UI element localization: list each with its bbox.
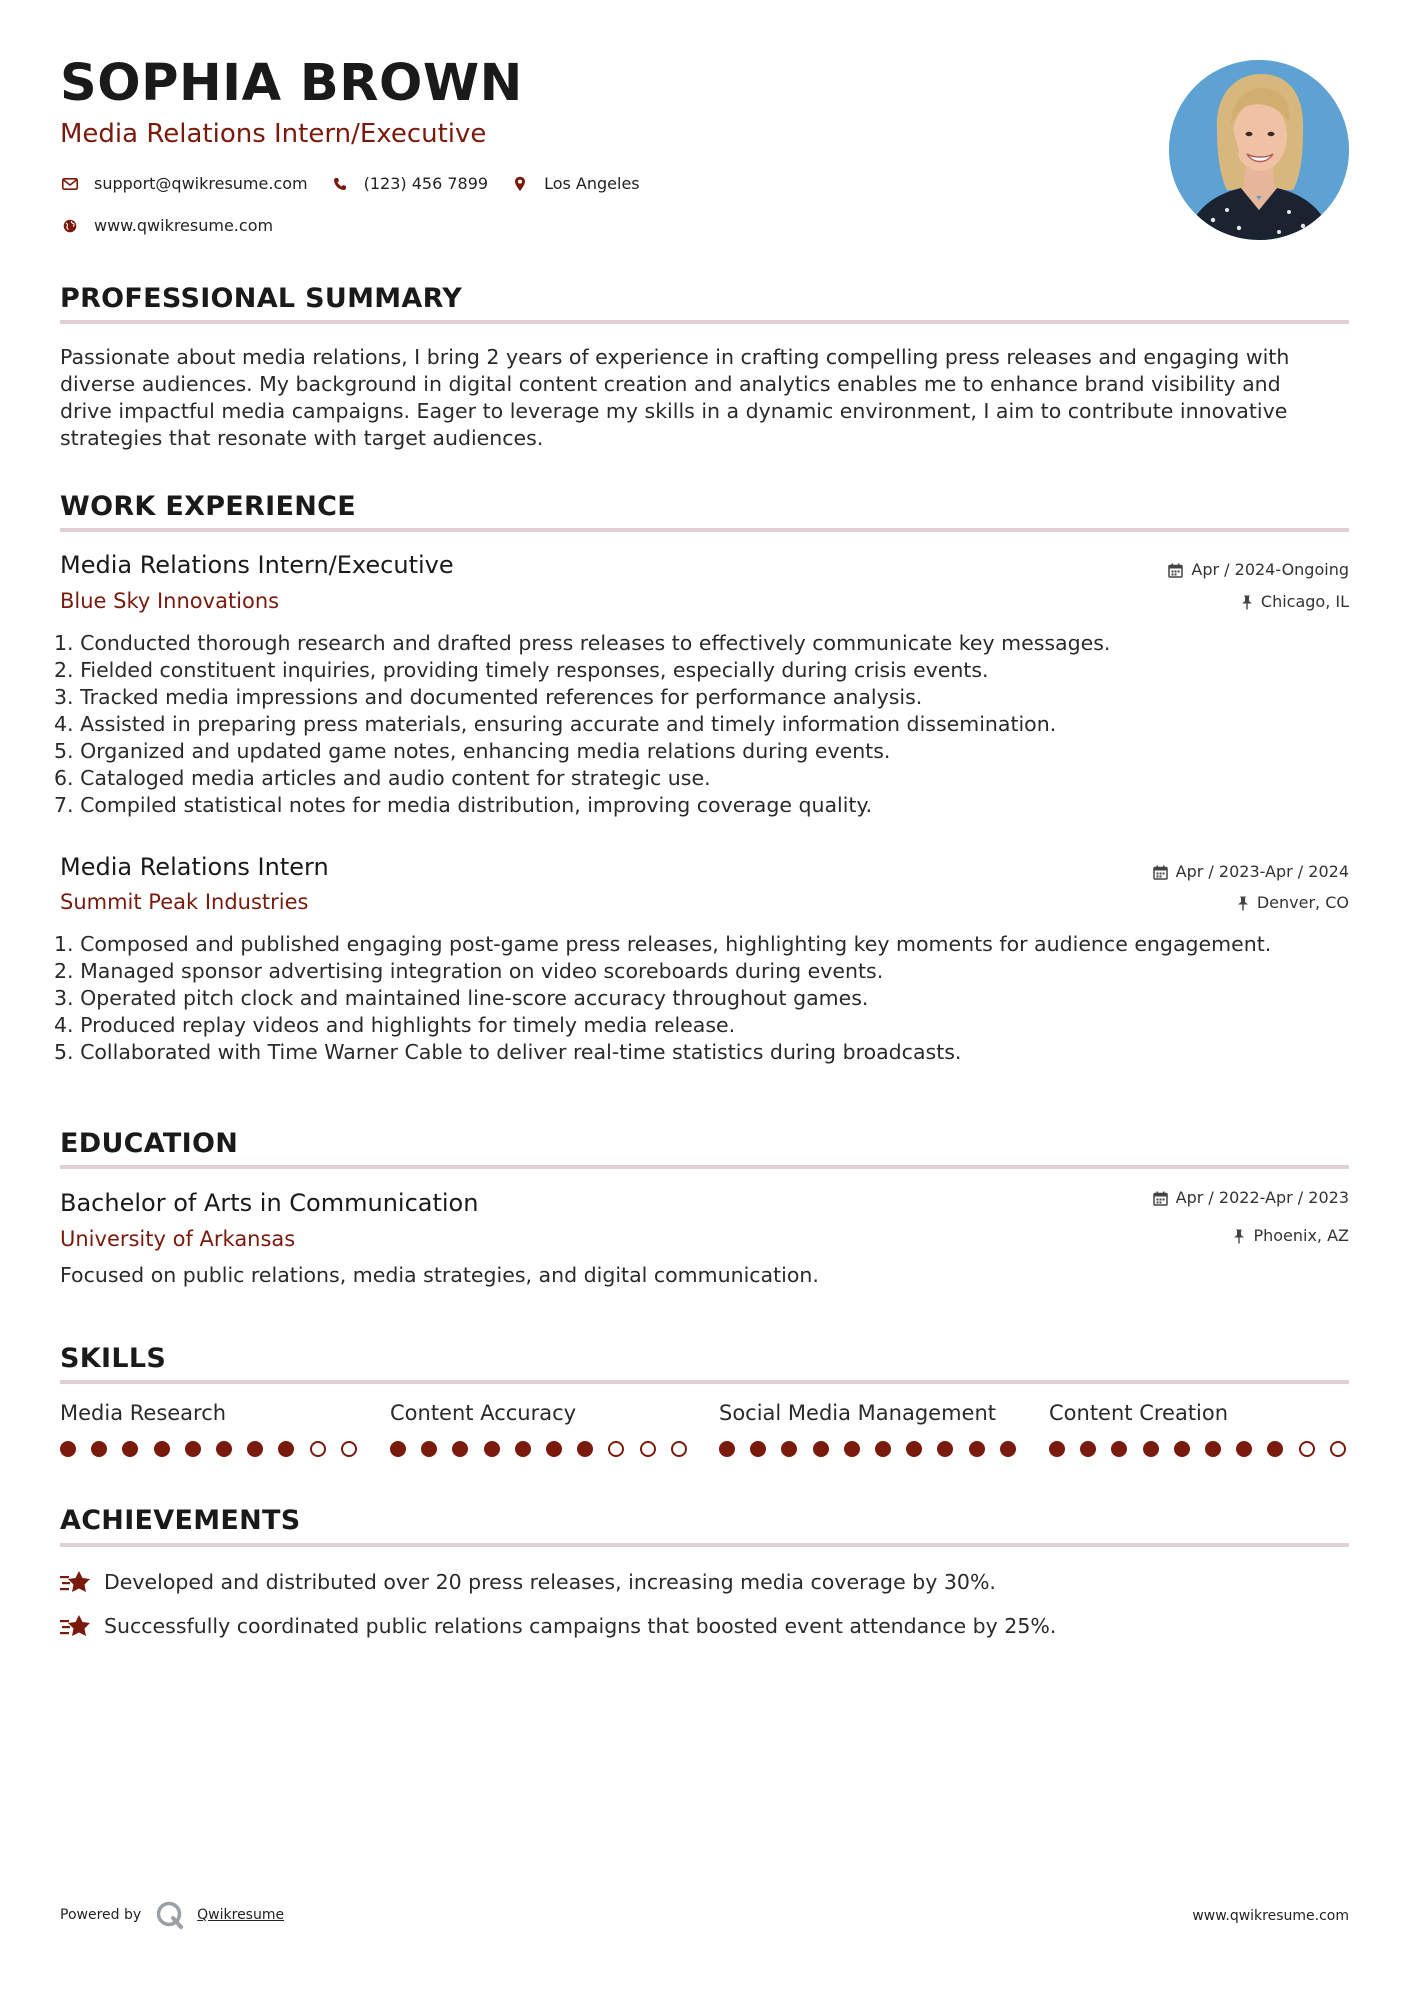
calendar-icon	[1153, 1191, 1168, 1206]
list-item: 6. Cataloged media articles and audio content for strategic use.	[54, 766, 711, 790]
rating-dot-filled	[1080, 1441, 1096, 1457]
list-item: 7. Compiled statistical notes for media distribution, improving coverage quality.	[54, 793, 873, 817]
job-title: Media Relations Intern/Executive	[60, 551, 454, 579]
list-item: 4. Assisted in preparing press materials, ensuring accurate and timely information dissemination.	[54, 712, 1057, 736]
rating-dot-filled	[1111, 1441, 1127, 1457]
rating-dot-empty	[341, 1441, 357, 1457]
job-bullets	[54, 931, 1354, 1066]
contact-email	[60, 175, 308, 193]
rating-dot-filled	[1049, 1441, 1065, 1457]
list-item: 1. Composed and published engaging post-game press releases, highlighting key moments for audience engagement.	[54, 932, 1272, 956]
summary-line: drive impactful media campaigns. Eager to leverage my skills in a dynamic environment, I aim to contribute innovative	[60, 399, 1288, 423]
rating-dot-filled	[390, 1441, 406, 1457]
education-heading: EDUCATION	[60, 1128, 239, 1159]
rating-dot-filled	[421, 1441, 437, 1457]
location-text: Chicago, IL	[1260, 592, 1349, 611]
powered-by-label: Powered by	[60, 1907, 142, 1923]
rating-dot-filled	[247, 1441, 263, 1457]
school-name: University of Arkansas	[60, 1227, 296, 1251]
rating-dot-empty	[1330, 1441, 1346, 1457]
location-text: Denver, CO	[1256, 893, 1349, 912]
qwikresume-logo-icon	[155, 1900, 185, 1930]
skill-rating	[60, 1441, 372, 1457]
dates-text: Apr / 2023-Apr / 2024	[1175, 862, 1349, 881]
summary-heading: PROFESSIONAL SUMMARY	[60, 283, 463, 314]
education-dates	[1153, 1190, 1349, 1206]
skill-name: Content Creation	[1049, 1401, 1229, 1425]
degree-title: Bachelor of Arts in Communication	[60, 1189, 479, 1217]
rating-dot-filled	[937, 1441, 953, 1457]
pushpin-icon	[1241, 595, 1253, 610]
job-company: Blue Sky Innovations	[60, 589, 280, 613]
rating-dot-filled	[844, 1441, 860, 1457]
star-award-icon	[60, 1568, 92, 1596]
skill-item	[60, 1403, 360, 1424]
footer-website[interactable]: www.qwikresume.com	[1192, 1908, 1349, 1924]
skill-rating	[390, 1441, 702, 1457]
qwikresume-link[interactable]: Qwikresume	[197, 1907, 285, 1923]
phone-icon	[330, 175, 350, 193]
skill-item	[1049, 1403, 1349, 1424]
summary-line: diverse audiences. My background in digital content creation and analytics enables me to enhance brand visibility and	[60, 372, 1281, 396]
skill-rating	[1049, 1441, 1361, 1457]
section-divider	[60, 320, 1349, 324]
location-text: Phoenix, AZ	[1253, 1226, 1349, 1245]
rating-dot-empty	[310, 1441, 326, 1457]
list-item: 5. Organized and updated game notes, enhancing media relations during events.	[54, 739, 891, 763]
list-item: 1. Conducted thorough research and drafted press releases to effectively communicate key messages.	[54, 631, 1111, 655]
achievements-heading: ACHIEVEMENTS	[60, 1505, 301, 1536]
skill-item	[390, 1403, 690, 1424]
summary-line: strategies that resonate with target audiences.	[60, 426, 544, 450]
calendar-icon	[1153, 865, 1168, 880]
rating-dot-filled	[577, 1441, 593, 1457]
achievement-text: Developed and distributed over 20 press releases, increasing media coverage by 30%.	[104, 1569, 996, 1594]
rating-dot-filled	[1143, 1441, 1159, 1457]
calendar-icon	[1168, 563, 1183, 578]
rating-dot-empty	[608, 1441, 624, 1457]
rating-dot-filled	[813, 1441, 829, 1457]
list-item: 5. Collaborated with Time Warner Cable to deliver real-time statistics during broadcasts.	[54, 1040, 962, 1064]
profile-photo	[1169, 60, 1349, 240]
work-heading: WORK EXPERIENCE	[60, 491, 356, 522]
job-title: Media Relations Intern	[60, 853, 329, 881]
section-divider	[60, 528, 1349, 532]
rating-dot-filled	[484, 1441, 500, 1457]
summary-text	[60, 344, 1349, 452]
contact-row	[60, 175, 662, 193]
job-dates	[1153, 864, 1349, 880]
rating-dot-filled	[1267, 1441, 1283, 1457]
contact-phone	[330, 175, 488, 193]
rating-dot-filled	[216, 1441, 232, 1457]
rating-dot-filled	[515, 1441, 531, 1457]
rating-dot-empty	[671, 1441, 687, 1457]
location-text: Los Angeles	[544, 174, 640, 193]
rating-dot-filled	[1205, 1441, 1221, 1457]
achievement-text: Successfully coordinated public relations campaigns that boosted event attendance by 25%.	[104, 1613, 1057, 1638]
dates-text: Apr / 2024-Ongoing	[1191, 560, 1349, 579]
job-dates	[1168, 562, 1349, 578]
rating-dot-filled	[185, 1441, 201, 1457]
contact-location	[510, 175, 640, 193]
pushpin-icon	[1237, 896, 1249, 911]
rating-dot-filled	[154, 1441, 170, 1457]
skills-heading: SKILLS	[60, 1343, 167, 1374]
list-item: 3. Tracked media impressions and documented references for performance analysis.	[54, 685, 923, 709]
rating-dot-filled	[1174, 1441, 1190, 1457]
candidate-role: Media Relations Intern/Executive	[60, 119, 487, 149]
rating-dot-filled	[906, 1441, 922, 1457]
skill-name: Media Research	[60, 1401, 227, 1425]
footer-powered-by	[60, 1900, 284, 1930]
list-item: 3. Operated pitch clock and maintained line-score accuracy throughout games.	[54, 986, 869, 1010]
globe-icon	[60, 217, 80, 235]
section-divider	[60, 1380, 1349, 1384]
website-text[interactable]: www.qwikresume.com	[94, 216, 274, 235]
envelope-icon	[60, 175, 80, 193]
rating-dot-filled	[875, 1441, 891, 1457]
map-pin-icon	[510, 175, 530, 193]
list-item: 2. Fielded constituent inquiries, providing timely responses, especially during crisis events.	[54, 658, 989, 682]
job-company: Summit Peak Industries	[60, 890, 309, 914]
section-divider	[60, 1543, 1349, 1547]
rating-dot-filled	[969, 1441, 985, 1457]
contact-website	[60, 217, 273, 235]
pushpin-icon	[1233, 1229, 1245, 1244]
email-text[interactable]: support@qwikresume.com	[94, 174, 308, 193]
rating-dot-filled	[91, 1441, 107, 1457]
skill-rating	[719, 1441, 1031, 1457]
achievement-item	[60, 1612, 1056, 1640]
contact-row-website	[60, 217, 295, 235]
education-location	[1233, 1228, 1349, 1244]
rating-dot-filled	[452, 1441, 468, 1457]
summary-line: Passionate about media relations, I bring 2 years of experience in crafting compelling press releases and engaging with	[60, 345, 1290, 369]
rating-dot-filled	[122, 1441, 138, 1457]
phone-text: (123) 456 7899	[363, 174, 489, 193]
job-bullets	[54, 630, 1354, 819]
rating-dot-filled	[1236, 1441, 1252, 1457]
rating-dot-filled	[1000, 1441, 1016, 1457]
skill-name: Content Accuracy	[390, 1401, 577, 1425]
star-award-icon	[60, 1612, 92, 1640]
rating-dot-filled	[719, 1441, 735, 1457]
rating-dot-empty	[640, 1441, 656, 1457]
job-location	[1237, 895, 1349, 911]
rating-dot-empty	[1299, 1441, 1315, 1457]
list-item: 4. Produced replay videos and highlights for timely media release.	[54, 1013, 736, 1037]
rating-dot-filled	[546, 1441, 562, 1457]
rating-dot-filled	[60, 1441, 76, 1457]
rating-dot-filled	[781, 1441, 797, 1457]
skill-name: Social Media Management	[719, 1401, 997, 1425]
rating-dot-filled	[278, 1441, 294, 1457]
education-description: Focused on public relations, media strategies, and digital communication.	[60, 1263, 819, 1287]
rating-dot-filled	[750, 1441, 766, 1457]
dates-text: Apr / 2022-Apr / 2023	[1175, 1188, 1349, 1207]
list-item: 2. Managed sponsor advertising integration on video scoreboards during events.	[54, 959, 884, 983]
job-location	[1241, 594, 1349, 610]
skill-item	[719, 1403, 1019, 1424]
achievement-item	[60, 1568, 996, 1596]
section-divider	[60, 1165, 1349, 1169]
candidate-name: SOPHIA BROWN	[60, 54, 523, 113]
